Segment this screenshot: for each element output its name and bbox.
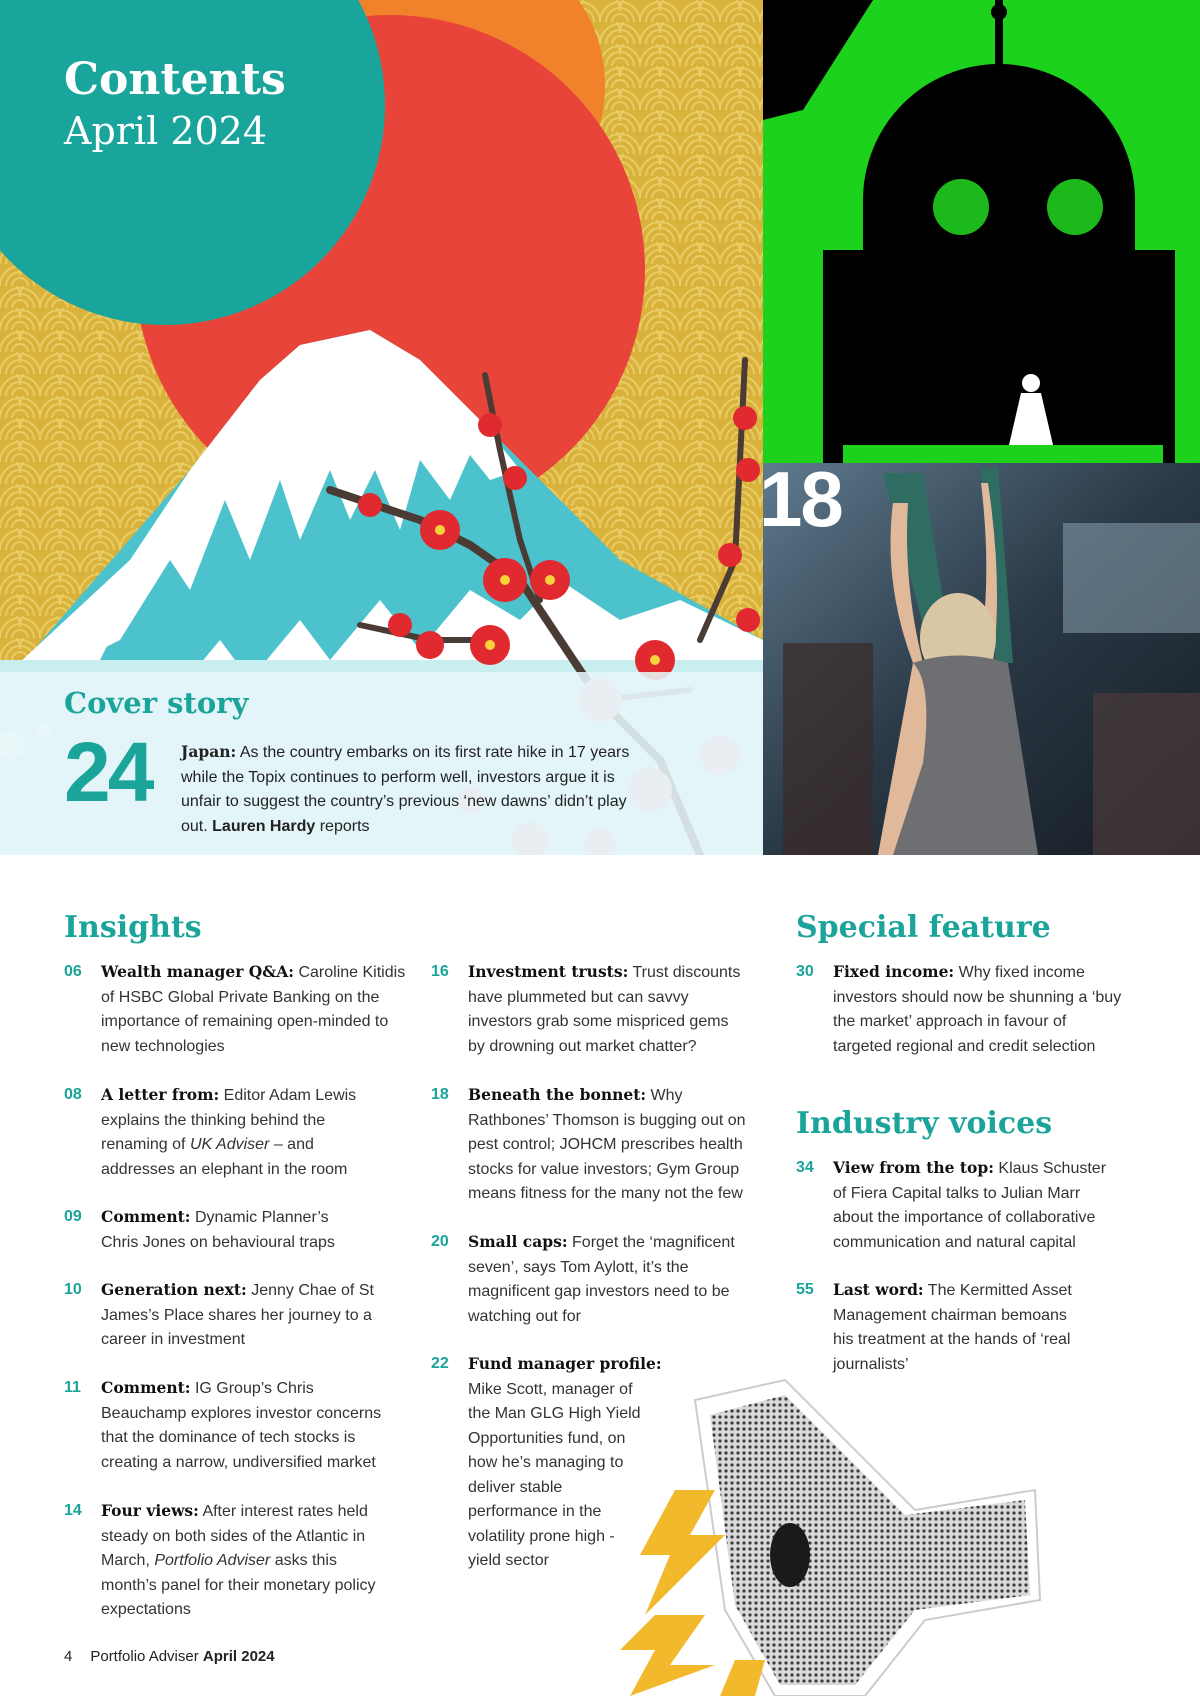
cover-story-description[interactable]	[181, 740, 631, 839]
toc-entry-topic: A letter from:	[101, 1085, 220, 1104]
toc-entry-text: Klaus Schuster of Fiera Capital talks to Julian Marr about the importance of collaborative communication and natural capital	[833, 1160, 1107, 1251]
toc-entry-topic: Fixed income:	[833, 962, 955, 981]
page-footer	[64, 1648, 275, 1665]
toc-entry-topic: Generation next:	[101, 1280, 247, 1299]
megaphone-icon	[585, 1360, 1055, 1696]
toc-entry-page: 20	[431, 1233, 449, 1250]
toc-entry-topic: Comment:	[101, 1207, 191, 1226]
toc-entry-page: 34	[796, 1159, 814, 1176]
toc-entry-topic: View from the top:	[833, 1158, 994, 1177]
issue-date: April 2024	[64, 109, 268, 153]
toc-entry-body	[101, 1278, 376, 1353]
toc-entry-page: 30	[796, 963, 814, 980]
footer-issue: April 2024	[202, 1648, 275, 1665]
cover-story-text: As the country embarks on its first rate hike in 17 years while the Topix continues to perform well, investors argue it is unfair to suggest the country’s previous ‘new dawns’ didn’t play out.	[181, 744, 630, 835]
toc-entry-topic: Comment:	[101, 1378, 191, 1397]
toc-entry-topic: Beneath the bonnet:	[468, 1085, 647, 1104]
toc-entry-page: 18	[431, 1086, 449, 1103]
toc-entry-text: The Kermitted Asset Management chairman bemoans his treatment at the hands of ‘real journalists’	[833, 1282, 1072, 1373]
toc-entry-italic: Portfolio Adviser	[154, 1552, 271, 1569]
toc-entry-text: Trust discounts have plummeted but can savvy investors grab some mispriced gems by drowning out market chatter?	[468, 964, 741, 1055]
toc-entry-body	[833, 1156, 1123, 1255]
section-heading-industry-voices: Industry voices	[796, 1106, 1053, 1141]
toc-entry-italic: UK Adviser	[189, 1136, 270, 1153]
toc-entry-text: Forget the ‘magnificent seven’, says Tom Aylott, it’s the magnificent gap investors need to be watching out for	[468, 1234, 735, 1325]
toc-entry-text: Caroline Kitidis of HSBC Global Private Banking on the importance of remaining open-minded to new technologies	[101, 964, 406, 1055]
toc-entry-text: Why fixed income investors should now be shunning a ‘buy the market’ approach in favour of targeted regional and credit selection	[833, 964, 1122, 1055]
toc-entry-body	[468, 1083, 758, 1207]
toc-entry-page: 09	[64, 1208, 82, 1225]
section-heading-insights: Insights	[64, 910, 202, 945]
toc-entry-text-2: asks this month’s panel for their monetary policy expectations	[101, 1552, 376, 1618]
toc-entry-page: 06	[64, 963, 82, 980]
toc-entry-page: 10	[64, 1281, 82, 1298]
toc-entry-page: 08	[64, 1086, 82, 1103]
toc-entry-body	[101, 1083, 376, 1182]
cover-story-page-number[interactable]: 24	[64, 725, 152, 819]
robot-silhouette	[763, 0, 1200, 463]
footer-page-number: 4	[64, 1648, 73, 1665]
toc-entry-topic: Wealth manager Q&A:	[101, 962, 295, 981]
robot-illustration	[763, 0, 1200, 463]
toc-entry-page: 16	[431, 963, 449, 980]
toc-entry-body	[101, 1205, 361, 1255]
toc-entry-text: After interest rates held steady on both sides of the Atlantic in March,	[101, 1503, 368, 1569]
cover-story-suffix: reports	[315, 817, 370, 835]
toc-entry-text: Dynamic Planner’s Chris Jones on behavioural traps	[101, 1209, 335, 1251]
toc-entry-body	[833, 960, 1123, 1059]
toc-entry-topic: Last word:	[833, 1280, 924, 1299]
cover-story-author: Lauren Hardy	[212, 817, 316, 835]
toc-entry-page: 22	[431, 1355, 449, 1372]
toc-entry-text: IG Group’s Chris Beauchamp explores investor concerns that the dominance of tech stocks is creating a narrow, undiversified market	[101, 1380, 382, 1471]
page-title-block	[64, 52, 286, 154]
toc-entry-page: 55	[796, 1281, 814, 1298]
toc-entry-page: 11	[64, 1379, 81, 1396]
cover-story-heading: Cover story	[64, 686, 249, 720]
section-heading-special-feature: Special feature	[796, 910, 1051, 945]
toc-entry-text: Mike Scott, manager of the Man GLG High Yield Opportunities fund, on how he’s managing to deliver stable performance in the volatility prone high -yield sector	[468, 1380, 641, 1569]
toc-entry-topic: Investment trusts:	[468, 962, 629, 981]
toc-entry-topic: Four views:	[101, 1501, 199, 1520]
toc-entry-body	[468, 1230, 738, 1329]
toc-entry-body	[101, 1376, 401, 1475]
toc-entry-text: Editor Adam Lewis explains the thinking behind the renaming of	[101, 1087, 357, 1153]
toc-entry-body	[101, 960, 411, 1059]
toc-entry-topic: Small caps:	[468, 1232, 568, 1251]
toc-entry-topic: Fund manager profile:	[468, 1354, 662, 1373]
toc-entry-text-2: – and addresses an elephant in the room	[101, 1136, 348, 1178]
toc-entry-page: 14	[64, 1502, 82, 1519]
feature-page-number[interactable]: 18	[759, 455, 842, 543]
toc-entry-text: Why Rathbones’ Thomson is bugging out on pest control; JOHCM prescribes health stocks for value investors; Gym Group means fitness for the many not the few	[468, 1087, 746, 1202]
toc-entry-body	[468, 960, 748, 1059]
toc-entry-body	[101, 1499, 381, 1623]
toc-entry-text: Jenny Chae of St James’s Place shares her journey to a career in investment	[101, 1282, 374, 1348]
footer-publication: Portfolio Adviser	[90, 1648, 199, 1665]
page-title: Contents	[64, 54, 286, 105]
cover-story-topic: Japan:	[181, 742, 237, 761]
